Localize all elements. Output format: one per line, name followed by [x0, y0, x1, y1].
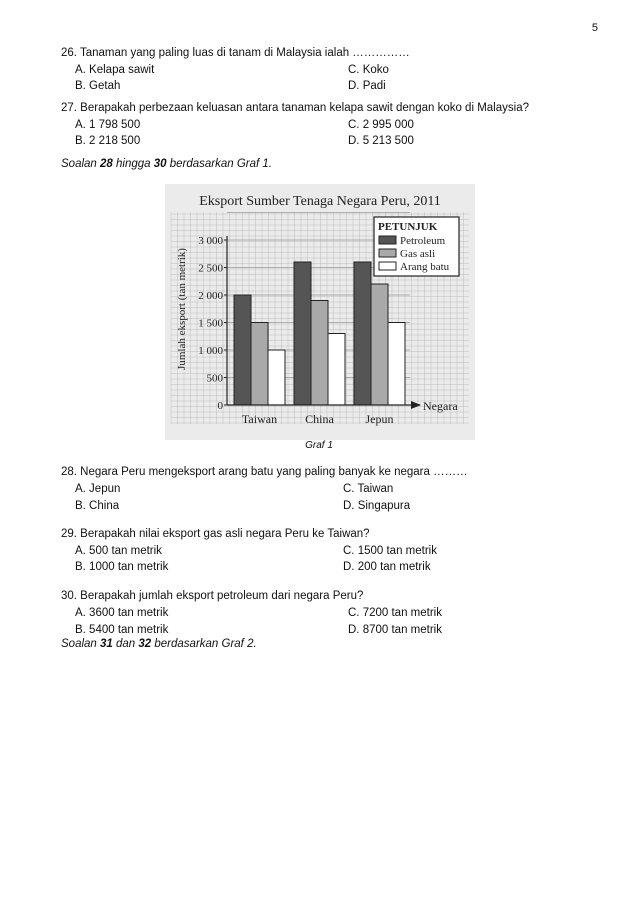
y-tick-label: 3 000: [198, 235, 223, 247]
q28-option-d: D. Singapura: [343, 500, 411, 512]
q26-option-c: C. Koko: [348, 64, 389, 76]
question-28: 28. Negara Peru mengeksport arang batu yang paling banyak ke negara ………: [61, 466, 468, 478]
bar-jepun-1: [354, 262, 371, 405]
q28-option-c: C. Taiwan: [343, 483, 394, 495]
q28-option-b: B. China: [75, 500, 120, 512]
bar-jepun-2: [371, 284, 388, 405]
q27-option-a: A. 1 798 500: [75, 119, 141, 131]
legend-swatch: [379, 236, 396, 244]
legend-label: Arang batu: [400, 261, 450, 273]
page-number: 5: [591, 22, 598, 34]
legend-title: PETUNJUK: [378, 221, 438, 233]
q30-option-c: C. 7200 tan metrik: [348, 607, 442, 619]
q28-option-a: A. Jepun: [75, 483, 121, 495]
y-tick-label: 1 000: [198, 345, 223, 357]
q27-option-c: C. 2 995 000: [348, 119, 414, 131]
bar-china-1: [294, 262, 311, 405]
question-29: 29. Berapakah nilai eksport gas asli negara Peru ke Taiwan?: [61, 528, 370, 540]
bar-taiwan-1: [234, 295, 251, 405]
x-tick-label: Jepun: [365, 412, 394, 426]
q26-option-d: D. Padi: [348, 80, 386, 92]
q27-option-d: D. 5 213 500: [348, 135, 414, 147]
bar-taiwan-3: [268, 350, 285, 405]
x-axis-label: Negara: [423, 399, 458, 413]
q29-option-b: B. 1000 tan metrik: [75, 561, 169, 573]
q26-option-a: A. Kelapa sawit: [75, 64, 155, 76]
q26-option-b: B. Getah: [75, 80, 121, 92]
legend-label: Petroleum: [400, 235, 446, 247]
legend-swatch: [379, 249, 396, 257]
intro-graf-2: Soalan 31 dan 32 berdasarkan Graf 2.: [61, 638, 257, 650]
y-tick-label: 0: [217, 400, 223, 412]
intro-graf-1: Soalan 28 hingga 30 berdasarkan Graf 1.: [61, 158, 273, 170]
chart-caption: Graf 1: [305, 440, 333, 451]
bar-jepun-3: [388, 323, 405, 406]
q30-option-a: A. 3600 tan metrik: [75, 607, 169, 619]
legend-label: Gas asli: [400, 248, 436, 260]
q29-option-d: D. 200 tan metrik: [343, 561, 431, 573]
bar-china-2: [311, 301, 328, 406]
chart-legend: [374, 217, 459, 276]
question-30: 30. Berapakah jumlah eksport petroleum dari negara Peru?: [61, 590, 364, 602]
chart-graf-1: [165, 184, 475, 440]
y-tick-label: 500: [206, 372, 223, 385]
q30-option-d: D. 8700 tan metrik: [348, 624, 442, 636]
y-tick-label: 1 500: [198, 317, 223, 330]
question-26: 26. Tanaman yang paling luas di tanam di Malaysia ialah ……………: [61, 47, 410, 59]
bar-taiwan-2: [251, 323, 268, 406]
x-axis-labels: [242, 412, 394, 426]
q30-option-b: B. 5400 tan metrik: [75, 624, 169, 636]
y-tick-label: 2 500: [198, 262, 223, 275]
legend-swatch: [379, 262, 396, 270]
q29-option-c: C. 1500 tan metrik: [343, 545, 437, 557]
chart-title: Eksport Sumber Tenaga Negara Peru, 2011: [199, 194, 441, 209]
q29-option-a: A. 500 tan metrik: [75, 545, 162, 557]
y-tick-label: 2 000: [198, 290, 223, 302]
question-27: 27. Berapakah perbezaan keluasan antara tanaman kelapa sawit dengan koko di Malaysia?: [61, 102, 529, 114]
x-tick-label: China: [305, 412, 334, 426]
bar-china-3: [328, 334, 345, 406]
y-axis-label: Jumlah eksport (tan metrik): [176, 248, 188, 370]
x-tick-label: Taiwan: [241, 412, 278, 426]
q27-option-b: B. 2 218 500: [75, 135, 141, 147]
